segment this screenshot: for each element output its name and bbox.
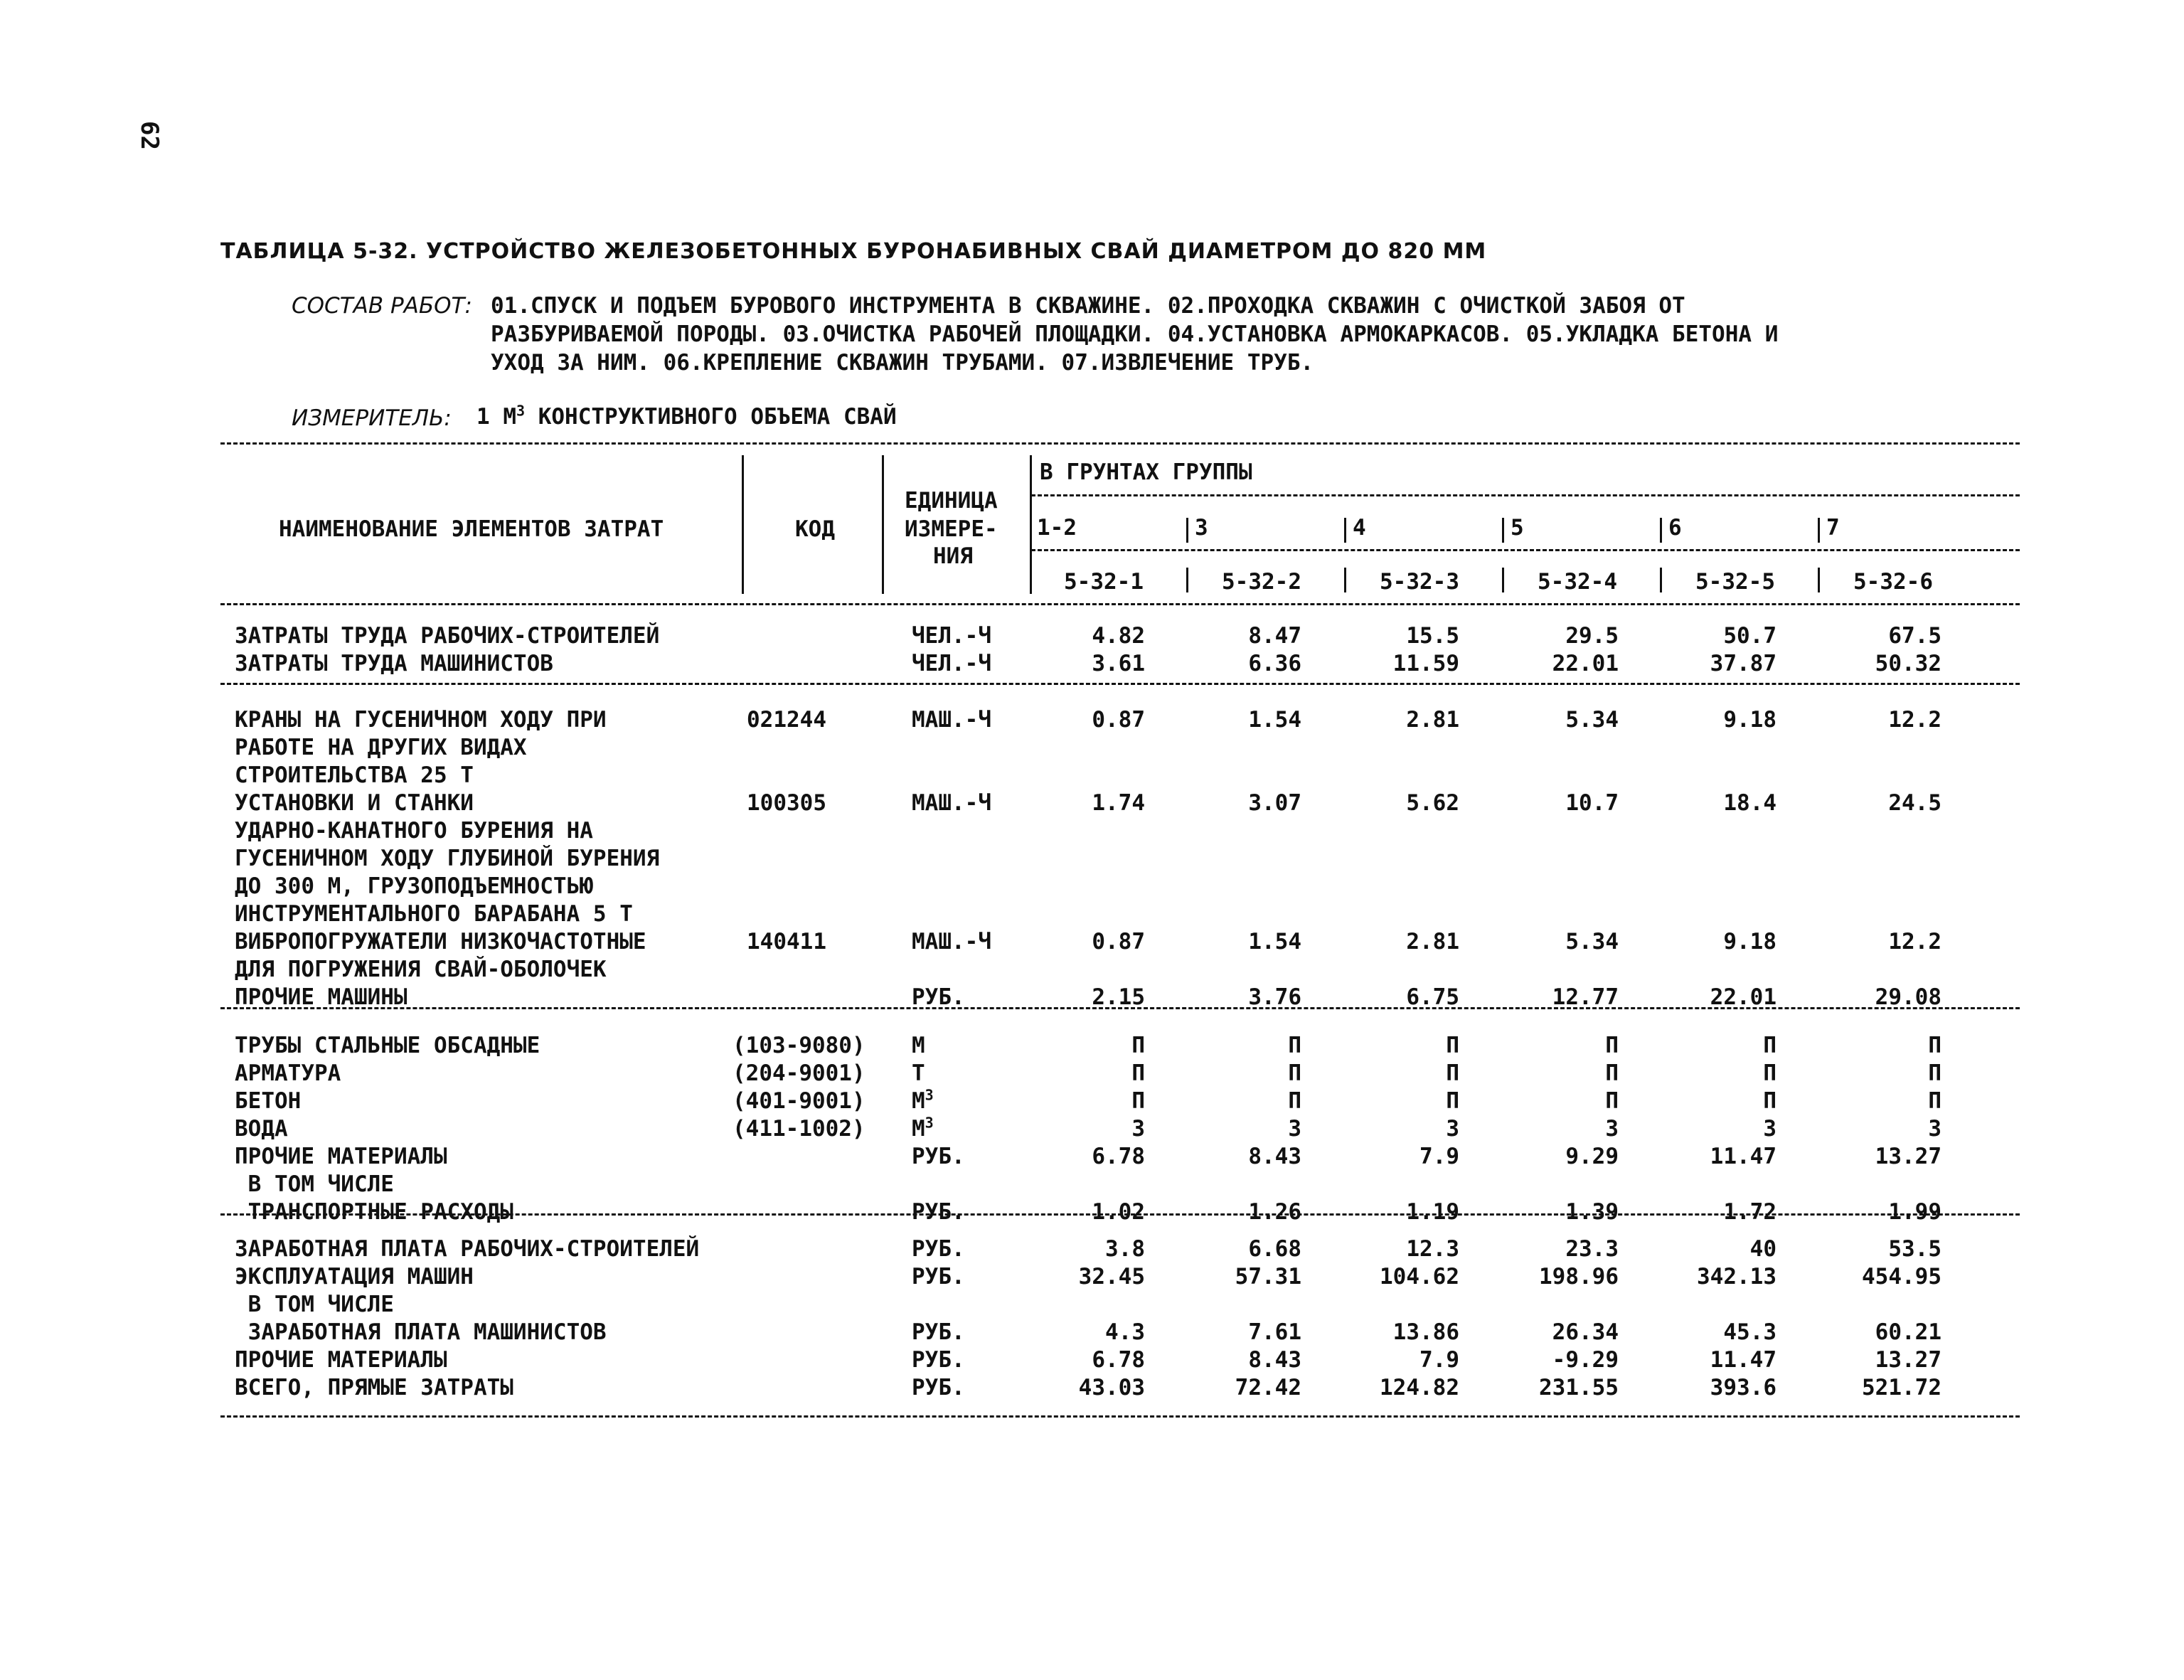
row-value: 18.4 — [1723, 790, 1777, 816]
row-value: 24.5 — [1888, 790, 1941, 816]
row-unit: РУБ. — [912, 1347, 965, 1373]
header-norm-code: 5-32-5 — [1695, 569, 1775, 595]
measure-value: 1 $М^3$ КОНСТРУКТИВНОГО ОБЪЕМА СВАЙ — [476, 402, 897, 430]
page-number: 62 — [135, 121, 164, 150]
row-unit: РУБ. — [912, 1319, 965, 1345]
row-name: ТРАНСПОРТНЫЕ РАСХОДЫ — [235, 1199, 513, 1225]
row-value: П — [1131, 1088, 1145, 1114]
row-value: 2.15 — [1092, 984, 1145, 1010]
row-value: 12.2 — [1888, 929, 1941, 955]
composition-line-1: 01.СПУСК И ПОДЪЕМ БУРОВОГО ИНСТРУМЕНТА В СКВАЖИНЕ. 02.ПРОХОДКА СКВАЖИН С ОЧИСТКОЙ ЗАБОЯ ОТ — [491, 293, 1685, 319]
row-value: 3.76 — [1248, 984, 1301, 1010]
row-name: ВОДА — [235, 1116, 288, 1142]
row-value: П — [1446, 1060, 1459, 1086]
row-name: ЭКСПЛУАТАЦИЯ МАШИН — [235, 1264, 474, 1290]
row-value: 11.59 — [1392, 651, 1459, 676]
row-value: П — [1446, 1088, 1459, 1114]
header-divider — [1818, 518, 1820, 543]
row-value: П — [1131, 1060, 1145, 1086]
row-value: П — [1928, 1060, 1941, 1086]
row-unit: Т — [912, 1060, 925, 1086]
header-divider — [1660, 518, 1662, 543]
row-value: 3 — [1288, 1116, 1301, 1142]
header-rule-bottom — [220, 603, 2020, 605]
row-name: ДО 300 М, ГРУЗОПОДЪЕМНОСТЬЮ — [235, 873, 593, 899]
row-value: П — [1446, 1033, 1459, 1058]
row-unit: М — [912, 1033, 925, 1058]
row-value: 1.02 — [1092, 1199, 1145, 1225]
row-value: 1.72 — [1723, 1199, 1777, 1225]
row-name: В ТОМ ЧИСЛЕ — [235, 1292, 394, 1317]
row-value: П — [1928, 1033, 1941, 1058]
row-value: 29.5 — [1565, 623, 1619, 649]
row-value: П — [1605, 1060, 1619, 1086]
header-group-label: 6 — [1668, 515, 1682, 541]
row-value: 6.78 — [1092, 1144, 1145, 1169]
header-rule-groups — [1031, 494, 2020, 496]
section-rule — [220, 1213, 2020, 1216]
row-unit: РУБ. — [912, 1375, 965, 1400]
row-name: ВСЕГО, ПРЯМЫЕ ЗАТРАТЫ — [235, 1375, 513, 1400]
row-name: ПРОЧИЕ МАШИНЫ — [235, 984, 407, 1010]
row-name: УСТАНОВКИ И СТАНКИ — [235, 790, 474, 816]
row-unit: РУБ. — [912, 1144, 965, 1169]
row-value: П — [1763, 1060, 1777, 1086]
row-value: 1.99 — [1888, 1199, 1941, 1225]
row-value: 32.45 — [1078, 1264, 1145, 1290]
row-value: 23.3 — [1565, 1236, 1619, 1262]
header-divider — [1818, 568, 1820, 592]
row-name: ДЛЯ ПОГРУЖЕНИЯ СВАЙ-ОБОЛОЧЕК — [235, 957, 607, 982]
header-group-label: 3 — [1195, 515, 1208, 541]
header-divider — [1344, 568, 1346, 592]
row-value: 15.5 — [1406, 623, 1459, 649]
row-name: ВИБРОПОГРУЖАТЕЛИ НИЗКОЧАСТОТНЫЕ — [235, 929, 646, 955]
row-value: П — [1288, 1088, 1301, 1114]
row-value: 3 — [1131, 1116, 1145, 1142]
row-value: 5.34 — [1565, 707, 1619, 733]
row-code: 100305 — [747, 790, 826, 816]
composition-label: СОСТАВ РАБОТ: — [292, 293, 472, 319]
row-code: 021244 — [747, 707, 826, 733]
header-rule-codes — [1031, 549, 2020, 551]
header-norm-code: 5-32-1 — [1064, 569, 1144, 595]
header-group-label: 7 — [1826, 515, 1840, 541]
row-value: 4.3 — [1105, 1319, 1145, 1345]
row-unit: МАШ.-Ч — [912, 929, 991, 955]
header-norm-code: 5-32-6 — [1853, 569, 1933, 595]
row-value: 67.5 — [1888, 623, 1941, 649]
row-value: 29.08 — [1875, 984, 1941, 1010]
row-value: 3.61 — [1092, 651, 1145, 676]
row-unit: $М^3$ — [912, 1114, 934, 1142]
row-name: КРАНЫ НА ГУСЕНИЧНОМ ХОДУ ПРИ — [235, 707, 607, 733]
row-unit: РУБ. — [912, 984, 965, 1010]
row-value: 60.21 — [1875, 1319, 1941, 1345]
row-value: 3 — [1763, 1116, 1777, 1142]
row-value: 11.47 — [1710, 1347, 1777, 1373]
header-norm-code: 5-32-4 — [1538, 569, 1617, 595]
row-value: П — [1763, 1088, 1777, 1114]
row-value: 7.61 — [1248, 1319, 1301, 1345]
composition-line-2: РАЗБУРИВАЕМОЙ ПОРОДЫ. 03.ОЧИСТКА РАБОЧЕЙ ПЛОЩАДКИ. 04.УСТАНОВКА АРМОКАРКАСОВ. 05.УКЛАДКА БЕТОНА И — [491, 321, 1779, 347]
row-value: 5.62 — [1406, 790, 1459, 816]
section-rule — [220, 1007, 2020, 1009]
row-name: ИНСТРУМЕНТАЛЬНОГО БАРАБАНА 5 Т — [235, 901, 633, 927]
row-name: ЗАТРАТЫ ТРУДА РАБОЧИХ-СТРОИТЕЛЕЙ — [235, 623, 660, 649]
row-value: 7.9 — [1419, 1347, 1459, 1373]
row-value: 393.6 — [1710, 1375, 1777, 1400]
row-value: 72.42 — [1235, 1375, 1301, 1400]
row-value: 5.34 — [1565, 929, 1619, 955]
row-value: 7.9 — [1419, 1144, 1459, 1169]
row-unit: ЧЕЛ.-Ч — [912, 623, 991, 649]
row-value: П — [1288, 1033, 1301, 1058]
row-unit: РУБ. — [912, 1264, 965, 1290]
row-name: СТРОИТЕЛЬСТВА 25 Т — [235, 762, 474, 788]
row-value: 26.34 — [1552, 1319, 1619, 1345]
row-name: ТРУБЫ СТАЛЬНЫЕ ОБСАДНЫЕ — [235, 1033, 540, 1058]
row-unit: МАШ.-Ч — [912, 707, 991, 733]
row-value: 22.01 — [1552, 651, 1619, 676]
row-value: 13.27 — [1875, 1347, 1941, 1373]
row-value: 11.47 — [1710, 1144, 1777, 1169]
row-value: П — [1288, 1060, 1301, 1086]
row-value: 6.75 — [1406, 984, 1459, 1010]
header-norm-code: 5-32-3 — [1380, 569, 1459, 595]
row-value: 2.81 — [1406, 707, 1459, 733]
row-value: 50.32 — [1875, 651, 1941, 676]
row-value: 12.2 — [1888, 707, 1941, 733]
row-value: 9.29 — [1565, 1144, 1619, 1169]
row-value: 4.82 — [1092, 623, 1145, 649]
header-divider — [742, 455, 744, 594]
row-code: (103-9080) — [733, 1033, 865, 1058]
header-group-label: 4 — [1353, 515, 1366, 541]
row-value: 3 — [1928, 1116, 1941, 1142]
row-value: 0.87 — [1092, 707, 1145, 733]
row-name: БЕТОН — [235, 1088, 302, 1114]
header-divider — [1502, 518, 1504, 543]
row-name: ЗАРАБОТНАЯ ПЛАТА МАШИНИСТОВ — [235, 1319, 607, 1345]
row-value: 198.96 — [1539, 1264, 1619, 1290]
row-unit: МАШ.-Ч — [912, 790, 991, 816]
table-title: ТАБЛИЦА 5-32. УСТРОЙСТВО ЖЕЛЕЗОБЕТОННЫХ БУРОНАБИВНЫХ СВАЙ ДИАМЕТРОМ ДО 820 ММ — [220, 239, 1487, 264]
row-value: 1.19 — [1406, 1199, 1459, 1225]
row-value: 6.78 — [1092, 1347, 1145, 1373]
row-value: 57.31 — [1235, 1264, 1301, 1290]
row-value: 53.5 — [1888, 1236, 1941, 1262]
row-value: 13.86 — [1392, 1319, 1459, 1345]
row-value: 9.18 — [1723, 929, 1777, 955]
row-value: 45.3 — [1723, 1319, 1777, 1345]
row-value: 50.7 — [1723, 623, 1777, 649]
row-value: 8.43 — [1248, 1144, 1301, 1169]
row-value: 40 — [1749, 1236, 1777, 1262]
row-value: 454.95 — [1862, 1264, 1941, 1290]
row-value: П — [1928, 1088, 1941, 1114]
row-value: 3 — [1446, 1116, 1459, 1142]
row-name: ГУСЕНИЧНОМ ХОДУ ГЛУБИНОЙ БУРЕНИЯ — [235, 846, 660, 871]
row-value: 3.8 — [1105, 1236, 1145, 1262]
row-value: 0.87 — [1092, 929, 1145, 955]
row-value: 6.68 — [1248, 1236, 1301, 1262]
row-name: РАБОТЕ НА ДРУГИХ ВИДАХ — [235, 735, 527, 760]
header-divider — [1660, 568, 1662, 592]
row-value: -9.29 — [1552, 1347, 1619, 1373]
row-value: 1.39 — [1565, 1199, 1619, 1225]
header-code: КОД — [795, 516, 835, 542]
row-value: 124.82 — [1380, 1375, 1459, 1400]
row-name: ПРОЧИЕ МАТЕРИАЛЫ — [235, 1347, 447, 1373]
header-divider — [1030, 455, 1032, 594]
section-rule — [220, 1415, 2020, 1418]
row-unit: РУБ. — [912, 1199, 965, 1225]
row-value: П — [1605, 1033, 1619, 1058]
row-value: 231.55 — [1539, 1375, 1619, 1400]
header-divider — [1344, 518, 1346, 543]
row-value: 1.26 — [1248, 1199, 1301, 1225]
row-value: 12.77 — [1552, 984, 1619, 1010]
header-group-label: 1-2 — [1037, 515, 1077, 541]
header-unit-line-2: ИЗМЕРЕ- — [905, 516, 998, 542]
row-value: П — [1131, 1033, 1145, 1058]
header-name: НАИМЕНОВАНИЕ ЭЛЕМЕНТОВ ЗАТРАТ — [279, 516, 664, 542]
row-code: (401-9001) — [733, 1088, 865, 1114]
measure-label: ИЗМЕРИТЕЛЬ: — [292, 405, 452, 431]
row-name: ПРОЧИЕ МАТЕРИАЛЫ — [235, 1144, 447, 1169]
row-name: УДАРНО-КАНАТНОГО БУРЕНИЯ НА — [235, 818, 593, 844]
header-unit-line-1: ЕДИНИЦА — [905, 488, 998, 514]
row-name: ЗАРАБОТНАЯ ПЛАТА РАБОЧИХ-СТРОИТЕЛЕЙ — [235, 1236, 700, 1262]
row-value: 10.7 — [1565, 790, 1619, 816]
header-divider — [882, 455, 884, 594]
row-value: 104.62 — [1380, 1264, 1459, 1290]
row-value: 521.72 — [1862, 1375, 1941, 1400]
header-divider — [1186, 518, 1188, 543]
header-unit-line-3: НИЯ — [933, 543, 973, 569]
row-code: 140411 — [747, 929, 826, 955]
row-unit: РУБ. — [912, 1236, 965, 1262]
row-name: ЗАТРАТЫ ТРУДА МАШИНИСТОВ — [235, 651, 553, 676]
composition-line-3: УХОД ЗА НИМ. 06.КРЕПЛЕНИЕ СКВАЖИН ТРУБАМИ. 07.ИЗВЛЕЧЕНИЕ ТРУБ. — [491, 350, 1314, 376]
row-value: 1.54 — [1248, 929, 1301, 955]
row-value: 12.3 — [1406, 1236, 1459, 1262]
row-value: 8.43 — [1248, 1347, 1301, 1373]
row-name: В ТОМ ЧИСЛЕ — [235, 1171, 394, 1197]
row-value: 8.47 — [1248, 623, 1301, 649]
header-norm-code: 5-32-2 — [1222, 569, 1301, 595]
row-value: 3.07 — [1248, 790, 1301, 816]
row-value: 2.81 — [1406, 929, 1459, 955]
row-value: 43.03 — [1078, 1375, 1145, 1400]
row-value: 6.36 — [1248, 651, 1301, 676]
row-value: П — [1605, 1088, 1619, 1114]
header-soil-groups-title: В ГРУНТАХ ГРУППЫ — [1040, 459, 1252, 485]
row-value: 3 — [1605, 1116, 1619, 1142]
row-value: 1.74 — [1092, 790, 1145, 816]
row-value: 342.13 — [1697, 1264, 1777, 1290]
row-value: 37.87 — [1710, 651, 1777, 676]
header-group-label: 5 — [1511, 515, 1524, 541]
row-unit: $М^3$ — [912, 1086, 934, 1114]
row-code: (411-1002) — [733, 1116, 865, 1142]
row-code: (204-9001) — [733, 1060, 865, 1086]
row-value: 22.01 — [1710, 984, 1777, 1010]
row-value: 9.18 — [1723, 707, 1777, 733]
table-rule-top — [220, 442, 2020, 445]
header-divider — [1186, 568, 1188, 592]
row-value: П — [1763, 1033, 1777, 1058]
header-divider — [1502, 568, 1504, 592]
row-value: 1.54 — [1248, 707, 1301, 733]
row-value: 13.27 — [1875, 1144, 1941, 1169]
section-rule — [220, 683, 2020, 685]
row-name: АРМАТУРА — [235, 1060, 341, 1086]
row-unit: ЧЕЛ.-Ч — [912, 651, 991, 676]
